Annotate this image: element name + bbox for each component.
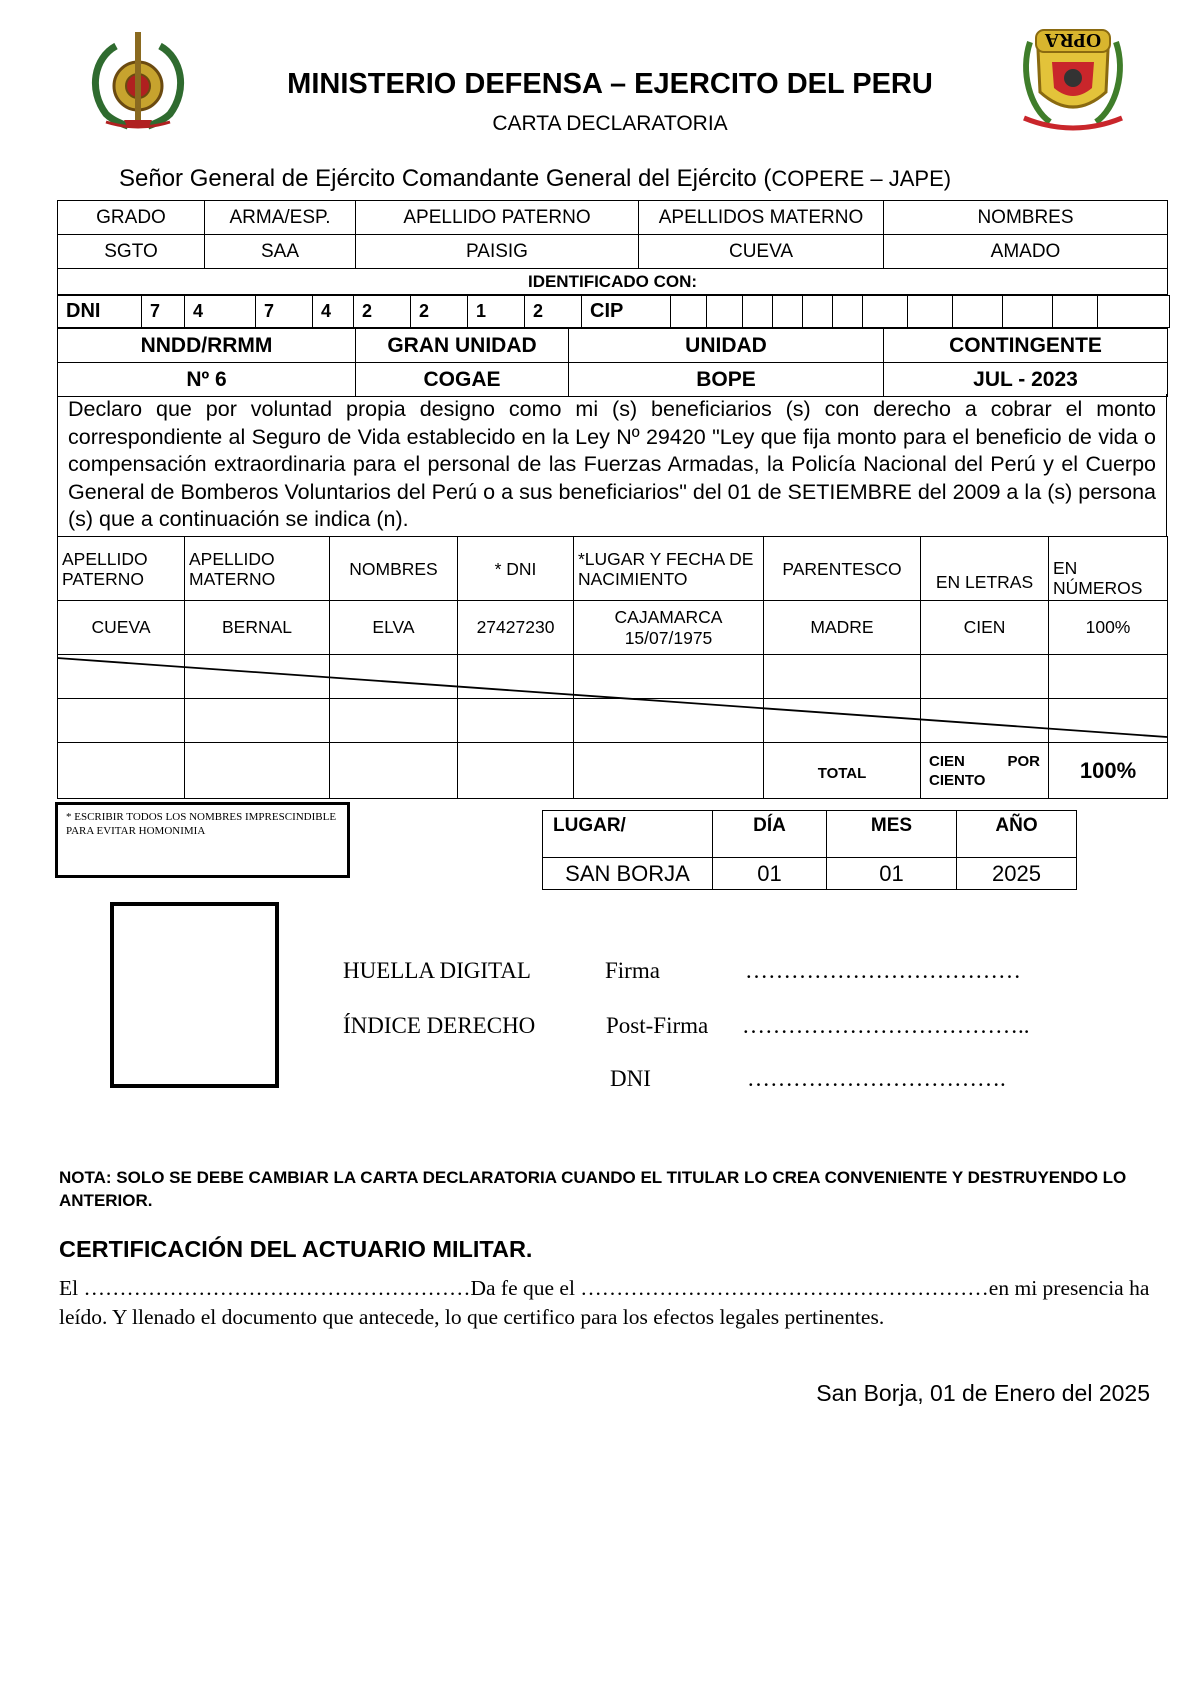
dni-digit: 2 [525, 296, 582, 328]
ben-lugar-fecha [574, 601, 764, 655]
date-value-ano: 2025 [957, 858, 1077, 890]
postfirma-line: ……………………………….. [742, 1013, 1030, 1038]
fingerprint-box [110, 902, 279, 1088]
cip-cell [707, 296, 743, 328]
signature-dni-line: ……………………………. [747, 1066, 1006, 1091]
dni-label: DNI [58, 296, 142, 328]
value-nndd: Nº 6 [58, 363, 356, 397]
ben-header-dni: * DNI [458, 537, 574, 601]
fingerprint-label-2: ÍNDICE DERECHO [343, 1013, 536, 1038]
dni-digit: 4 [313, 296, 354, 328]
total-letters [921, 743, 1049, 799]
page-subtitle: CARTA DECLARATORIA [492, 112, 728, 135]
value-nombres: AMADO [884, 235, 1168, 269]
personal-value-row [58, 235, 1168, 269]
beneficiary-row [58, 601, 1168, 655]
ben-parentesco: MADRE [764, 601, 921, 655]
dni-digit: 7 [256, 296, 313, 328]
opra-emblem-text: OPRA [1044, 29, 1102, 51]
change-note: NOTA: SOLO SE DEBE CAMBIAR LA CARTA DECLARATORIA CUANDO EL TITULAR LO CREA CONVENIENTE Y DESTRUYENDO LO ANTERIOR. [59, 1168, 1127, 1210]
firma-label: Firma [605, 958, 660, 983]
date-value-lugar: SAN BORJA [543, 858, 713, 890]
dni-digit: 2 [354, 296, 411, 328]
date-value-dia: 01 [713, 858, 827, 890]
postfirma-label: Post-Firma [606, 1013, 709, 1038]
page-title: MINISTERIO DEFENSA – EJERCITO DEL PERU [287, 68, 933, 100]
place-date-line: San Borja, 01 de Enero del 2025 [816, 1380, 1150, 1406]
ben-nombres: ELVA [330, 601, 458, 655]
crossout-line [57, 655, 1169, 741]
ben-fecha: 15/07/1975 [624, 627, 713, 648]
value-unidad: BOPE [569, 363, 884, 397]
header-materno: APELLIDOS MATERNO [639, 201, 884, 235]
place-date-table [542, 810, 1077, 890]
cip-cell [671, 296, 707, 328]
date-value-mes: 01 [827, 858, 957, 890]
ben-header-nombres: NOMBRES [330, 537, 458, 601]
ben-dni: 27427230 [458, 601, 574, 655]
total-letters-text: CIEN POR CIENTO [929, 752, 1040, 789]
date-header-ano: AÑO [957, 811, 1077, 858]
cip-cell [908, 296, 953, 328]
addressee-sub: COPERE – JAPE) [771, 166, 952, 191]
ben-header-lugar: *LUGAR Y FECHA DE NACIMIENTO [574, 537, 764, 601]
cip-cell [773, 296, 803, 328]
certification-title: CERTIFICACIÓN DEL ACTUARIO MILITAR. [59, 1236, 533, 1262]
cip-cell [1003, 296, 1053, 328]
dni-digit: 2 [411, 296, 468, 328]
header-nndd: NNDD/RRMM [58, 329, 356, 363]
value-gran-unidad: COGAE [356, 363, 569, 397]
cip-cell [953, 296, 1003, 328]
addressee-line [119, 165, 951, 193]
dni-table [57, 295, 1170, 328]
cip-cell [863, 296, 908, 328]
total-label: TOTAL [764, 743, 921, 799]
header-gran-unidad: GRAN UNIDAD [356, 329, 569, 363]
header-arma: ARMA/ESP. [205, 201, 356, 235]
cip-cell [833, 296, 863, 328]
homonymy-note-box: * ESCRIBIR TODOS LOS NOMBRES IMPRESCINDIBLE PARA EVITAR HOMONIMIA [55, 802, 350, 878]
total-row [58, 743, 1168, 799]
total-number: 100% [1049, 743, 1168, 799]
unit-table [57, 328, 1168, 397]
signature-dni-label: DNI [610, 1066, 651, 1091]
fingerprint-label-1: HUELLA DIGITAL [343, 958, 531, 983]
ben-header-letras: EN LETRAS [921, 537, 1049, 601]
value-paterno: PAISIG [356, 235, 639, 269]
cip-cell [1098, 296, 1170, 328]
date-header-mes: MES [827, 811, 957, 858]
header-paterno: APELLIDO PATERNO [356, 201, 639, 235]
ben-header-parentesco: PARENTESCO [764, 537, 921, 601]
value-contingente: JUL - 2023 [884, 363, 1168, 397]
value-arma: SAA [205, 235, 356, 269]
ben-numeros: 100% [1049, 601, 1168, 655]
date-header-dia: DÍA [713, 811, 827, 858]
cip-label: CIP [582, 296, 671, 328]
dni-digit: 7 [142, 296, 185, 328]
value-materno: CUEVA [639, 235, 884, 269]
ben-header-materno: APELLIDO MATERNO [185, 537, 330, 601]
cip-cell [1053, 296, 1098, 328]
value-grado: SGTO [58, 235, 205, 269]
ben-header-paterno: APELLIDO PATERNO [58, 537, 185, 601]
dni-digit: 4 [185, 296, 256, 328]
date-header-lugar: LUGAR/ [543, 811, 713, 858]
header-nombres: NOMBRES [884, 201, 1168, 235]
identified-label: IDENTIFICADO CON: [58, 269, 1168, 295]
firma-line: ……………………………… [745, 958, 1021, 983]
cip-cell [803, 296, 833, 328]
header-unidad: UNIDAD [569, 329, 884, 363]
addressee-main: Señor General de Ejército Comandante General del Ejército ( [119, 165, 772, 192]
cip-cell [743, 296, 773, 328]
ben-header-numeros: EN NÚMEROS [1049, 537, 1168, 601]
declaration-text: Declaro que por voluntad propia designo como mi (s) beneficiarios (s) con derecho a cobrar el monto correspondiente al Seguro de Vida establecido en la Ley Nº 29420 "Ley que fija monto para el beneficio de vida o compensación extraordinaria para el personal de las Fuerzas Armadas, la Policía Nacional del Perú y el Cuerpo General de Bomberos Voluntarios del Perú o a sus beneficiarios" del 01 de SETIEMBRE del 2009 a la (s) persona (s) que a continuación se indica (n). [57, 394, 1167, 537]
certification-text: El ………………………………………………Da fe que el …………………………………………………en mi presencia ha leído. Y llenado el documento que antecede, lo que certifico para los efectos legales pertinentes. [59, 1276, 1150, 1329]
dni-digit: 1 [468, 296, 525, 328]
header-contingente: CONTINGENTE [884, 329, 1168, 363]
ben-paterno: CUEVA [58, 601, 185, 655]
ben-lugar: CAJAMARCA [614, 606, 723, 627]
personal-data-table [57, 200, 1168, 295]
ben-materno: BERNAL [185, 601, 330, 655]
header-grado: GRADO [58, 201, 205, 235]
personal-header-row [58, 201, 1168, 235]
ben-letras: CIEN [921, 601, 1049, 655]
